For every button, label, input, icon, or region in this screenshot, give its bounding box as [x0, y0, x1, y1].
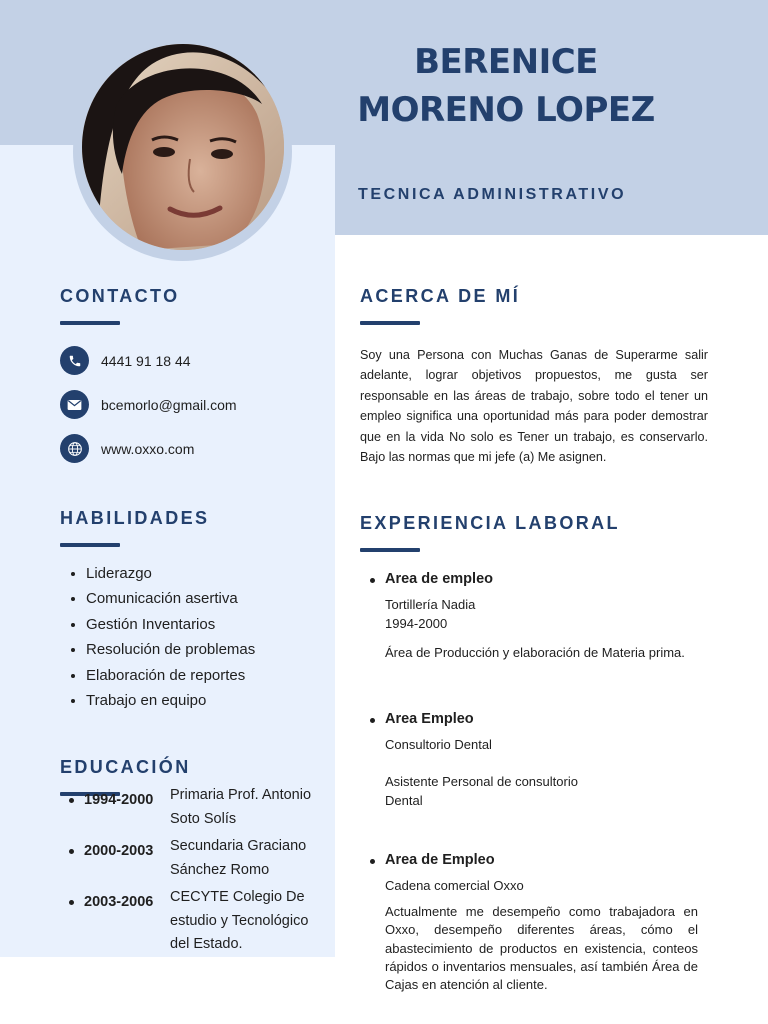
- email-icon: [60, 390, 89, 419]
- contact-email-row: [60, 390, 237, 419]
- skills-heading: HABILIDADES: [60, 508, 210, 528]
- education-item: [66, 886, 328, 957]
- contact-heading: CONTACTO: [60, 286, 180, 306]
- candidate-name: [356, 38, 656, 134]
- skills-list: [66, 561, 255, 713]
- job-years: 1994-2000: [385, 616, 448, 631]
- education-school: CECYTE Colegio De estudio y Tecnológico del Estado.: [170, 889, 309, 952]
- job-entry: [368, 711, 698, 810]
- skill-item: • Comunicación asertiva: [86, 586, 255, 611]
- phone-text: 4441 91 18 44: [101, 352, 191, 369]
- name-first-line: BERENICE: [414, 42, 598, 82]
- skill-item: • Elaboración de reportes: [86, 663, 255, 688]
- job-company: Consultorio Dental: [385, 737, 492, 752]
- job-company: Tortillería Nadia: [385, 597, 476, 612]
- skill-item: • Resolución de problemas: [86, 637, 255, 662]
- education-years: 2003-2006: [66, 886, 170, 957]
- education-item: [66, 835, 328, 882]
- job-title: TECNICA ADMINISTRATIVO: [358, 186, 627, 203]
- job-area-title: Area de Empleo: [368, 852, 698, 868]
- skills-divider: [60, 543, 120, 547]
- experience-divider: [360, 548, 420, 552]
- job-entry: [368, 571, 698, 662]
- education-years: 2000-2003: [66, 835, 170, 882]
- skill-item: • Liderazgo: [86, 561, 255, 586]
- job-company: Cadena comercial Oxxo: [385, 878, 524, 893]
- portrait-image: [82, 44, 284, 250]
- name-second-line: MORENO LOPEZ: [357, 90, 655, 130]
- job-area-title: Area de empleo: [368, 571, 698, 587]
- education-school: Secundaria Graciano Sánchez Romo: [170, 838, 307, 878]
- email-text[interactable]: bcemorlo@gmail.com: [101, 396, 237, 413]
- profile-photo: [82, 44, 284, 250]
- skill-item: • Gestión Inventarios: [86, 612, 255, 637]
- job-area-title: Area Empleo: [368, 711, 698, 727]
- phone-icon: [60, 346, 89, 375]
- skill-item: • Trabajo en equipo: [86, 688, 255, 713]
- education-item: [66, 784, 328, 831]
- education-heading: EDUCACIÓN: [60, 757, 191, 777]
- about-heading: ACERCA DE MÍ: [360, 286, 521, 306]
- education-school: Primaria Prof. Antonio Soto Solís: [170, 787, 312, 827]
- job-description: Área de Producción y elaboración de Materia prima.: [385, 645, 685, 660]
- education-list: [66, 784, 328, 961]
- job-description: Actualmente me desempeño como trabajadora en Oxxo, desempeño diferentes áreas, cómo el abastecimiento de productos en existencia, conteos rápidos o inventarios mensuales, así también Área de Cajas en atención al cliente.: [385, 904, 698, 993]
- experience-heading: EXPERIENCIA LABORAL: [360, 513, 620, 533]
- contact-phone-row: [60, 346, 191, 375]
- website-text[interactable]: www.oxxo.com: [101, 440, 195, 457]
- education-years: 1994-2000: [66, 784, 170, 831]
- about-text: Soy una Persona con Muchas Ganas de Superarme salir adelante, lograr objetivos propuestos, me gusta ser responsable en las áreas de trabajo, sobre todo el tener un empleo significa una oportunidad más para poder demostrar que en la vida No solo es Tener un trabajo, es conservarlo. Bajo las normas que mi jefe (a) Me asignen.: [360, 348, 708, 465]
- job-description: Asistente Personal de consultorio Dental: [385, 774, 578, 808]
- job-entry: [368, 852, 698, 994]
- contact-website-row: [60, 434, 194, 463]
- globe-icon: [60, 434, 89, 463]
- about-divider: [360, 321, 420, 325]
- contact-divider: [60, 321, 120, 325]
